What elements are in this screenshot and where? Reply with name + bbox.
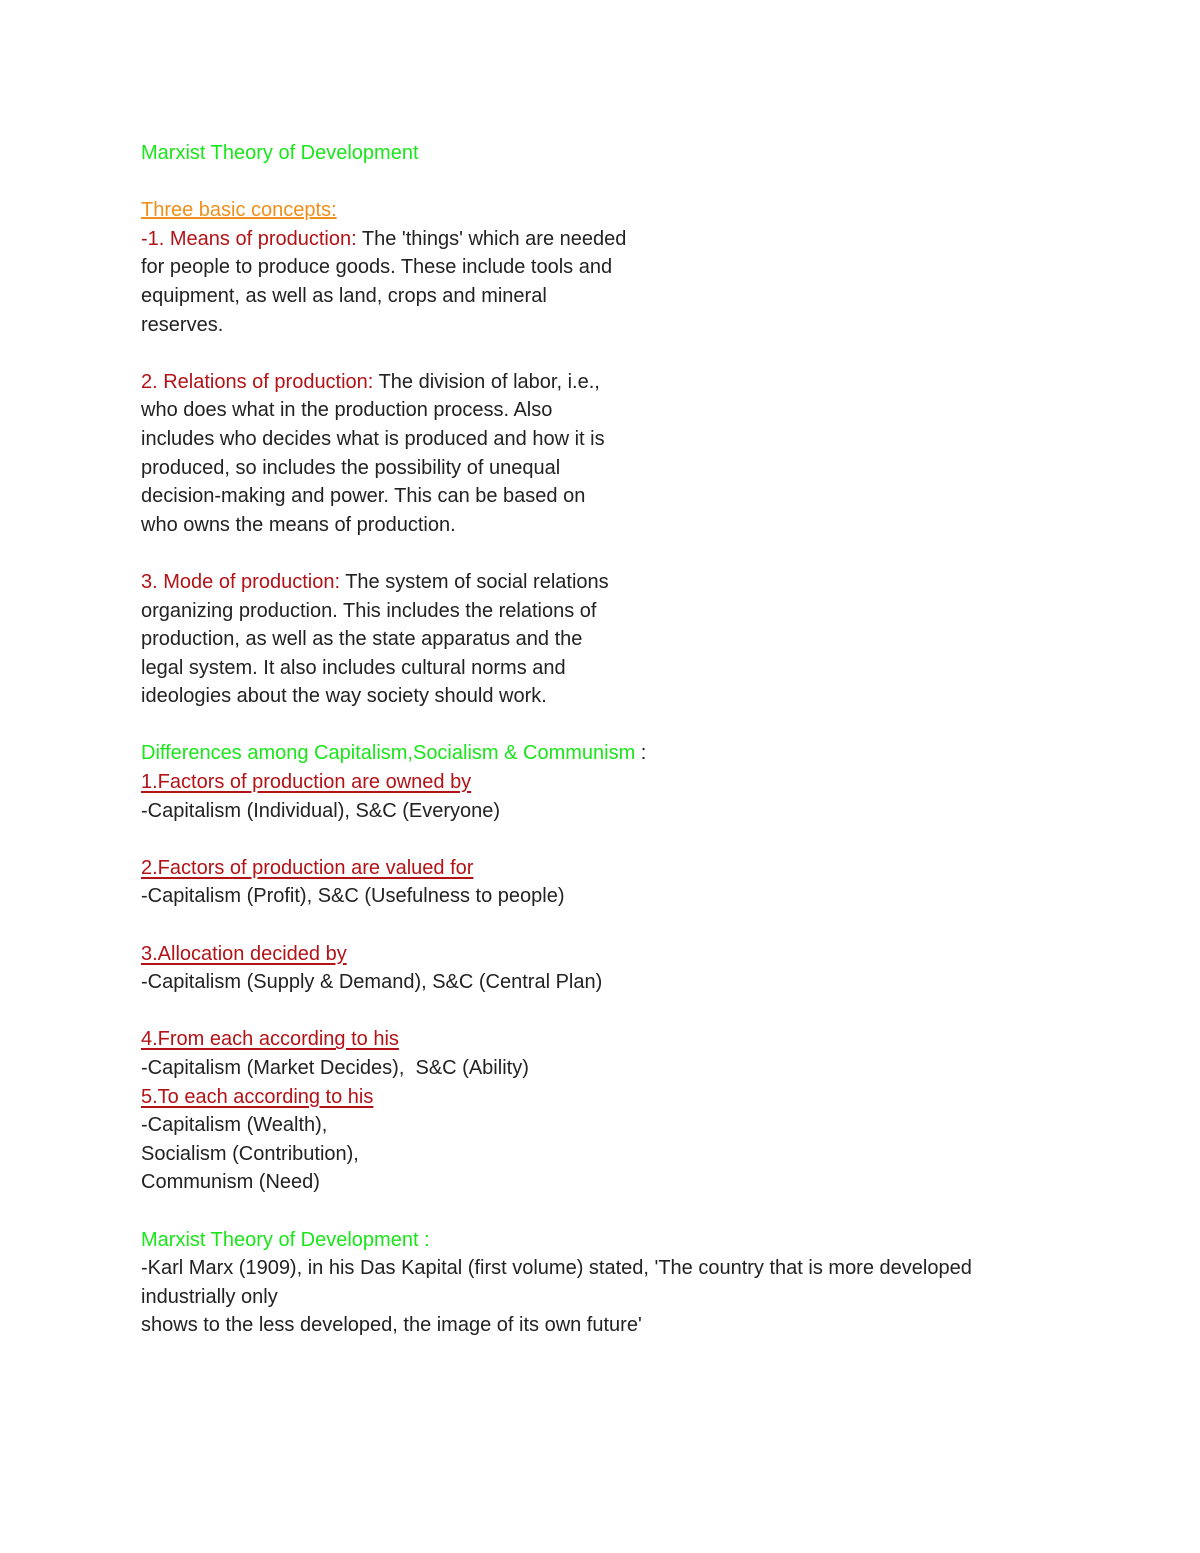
difference-5-text: Communism (Need) — [141, 1171, 320, 1194]
concept-3-text: ideologies about the way society should work. — [141, 685, 547, 708]
concept-1-label: -1. Means of production: — [141, 227, 357, 250]
difference-1-heading: 1.Factors of production are owned by — [141, 771, 472, 794]
concept-3-text: legal system. It also includes cultural norms and — [141, 656, 566, 679]
difference-4-heading: 4.From each according to his — [141, 1028, 399, 1051]
concept-3-text: The system of social relations — [340, 570, 609, 593]
document-page — [141, 139, 1061, 1340]
spacer — [141, 911, 1061, 940]
difference-3-text: -Capitalism (Supply & Demand), S&C (Central Plan) — [141, 971, 603, 994]
concept-2-text: includes who decides what is produced and how it is — [141, 427, 605, 450]
closing-heading: Marxist Theory of Development : — [141, 1228, 430, 1251]
spacer — [141, 339, 1061, 368]
concept-2-label: 2. Relations of production: — [141, 370, 374, 393]
differences-heading: Differences among Capitalism,Socialism & Communism — [141, 742, 636, 765]
closing-text: shows to the less developed, the image of its own future' — [141, 1314, 642, 1337]
concept-2-text: produced, so includes the possibility of unequal — [141, 456, 561, 479]
difference-3-heading: 3.Allocation decided by — [141, 942, 347, 965]
closing-text: industrially only — [141, 1285, 278, 1308]
concept-3-label: 3. Mode of production: — [141, 570, 341, 593]
concept-1-text: equipment, as well as land, crops and mineral — [141, 284, 547, 307]
difference-5-text: Socialism (Contribution), — [141, 1142, 359, 1165]
difference-2-text: -Capitalism (Profit), S&C (Usefulness to people) — [141, 885, 565, 908]
concept-3-first-line — [141, 568, 1061, 597]
spacer — [141, 711, 1061, 740]
spacer — [141, 1197, 1061, 1226]
difference-1-text: -Capitalism (Individual), S&C (Everyone) — [141, 799, 501, 822]
difference-5-text: -Capitalism (Wealth), — [141, 1114, 328, 1137]
concept-3-text: production, as well as the state apparatus and the — [141, 628, 583, 651]
concept-2-text: The division of labor, i.e., — [373, 370, 600, 393]
spacer — [141, 539, 1061, 568]
concept-1-first-line — [141, 225, 1061, 254]
closing-text: -Karl Marx (1909), in his Das Kapital (first volume) stated, 'The country that is more developed — [141, 1257, 972, 1280]
concept-3-text: organizing production. This includes the relations of — [141, 599, 597, 622]
concept-1-text: The 'things' which are needed — [356, 227, 627, 250]
differences-colon: : — [635, 742, 647, 765]
spacer — [141, 168, 1061, 197]
concept-1-text: reserves. — [141, 313, 224, 336]
spacer — [141, 825, 1061, 854]
spacer — [141, 997, 1061, 1026]
differences-heading-line — [141, 739, 1061, 768]
concept-1-text: for people to produce goods. These include tools and — [141, 256, 613, 279]
difference-2-heading: 2.Factors of production are valued for — [141, 856, 474, 879]
concept-2-text: decision-making and power. This can be based on — [141, 485, 586, 508]
document-title: Marxist Theory of Development — [141, 142, 419, 164]
difference-4-text: -Capitalism (Market Decides), S&C (Ability) — [141, 1057, 529, 1079]
concept-2-text: who does what in the production process. Also — [141, 399, 553, 422]
difference-5-heading: 5.To each according to his — [141, 1085, 374, 1108]
concepts-heading: Three basic concepts: — [141, 199, 337, 222]
concept-2-first-line — [141, 368, 1061, 397]
concept-2-text: who owns the means of production. — [141, 513, 456, 536]
